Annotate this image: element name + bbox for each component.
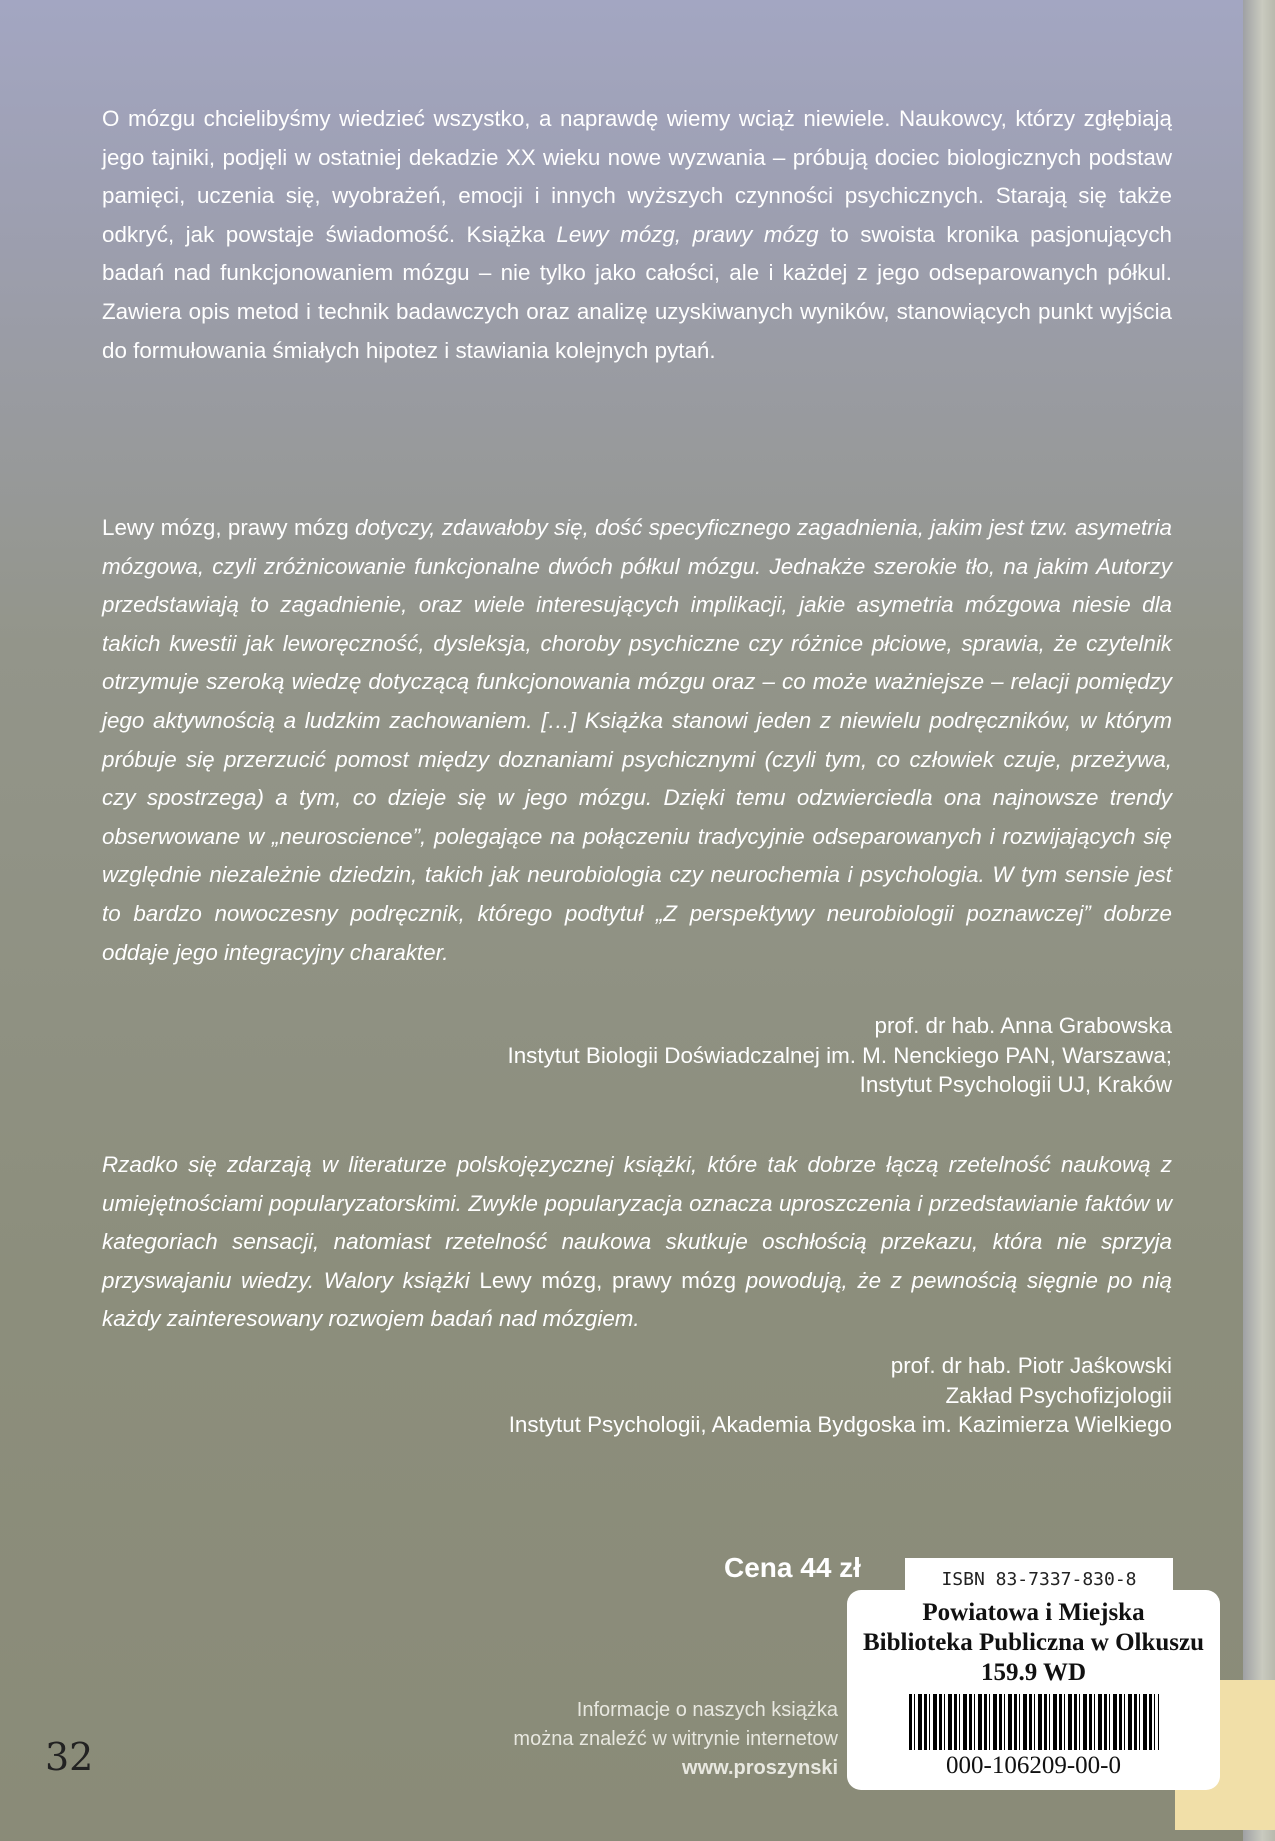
library-name: Biblioteka Publiczna w Olkuszu bbox=[862, 1629, 1205, 1656]
reviewer-affiliation: Instytut Biologii Doświadczalnej im. M. Nenckiego PAN, Warszawa; bbox=[507, 1042, 1172, 1068]
text: powodują, że z pewnością sięgnie po nią każdy zainteresowany rozwojem badań nad mózgiem. bbox=[102, 1267, 1172, 1332]
text: O mózgu chcielibyśmy wiedzieć wszystko, a naprawdę wiemy wciąż niewiele. Naukowcy, którzy zgłębiają jego tajniki, podjęli w ostatniej dekadzie XX wieku nowe wyzwania – próbują dociec biologicznych podstaw pamięci, uczenia się, wyobrażeń, emocji i innych wyższych czynności psychicznych. Starają się także odkryć, jak powstaje świadomość. Książka bbox=[102, 106, 1172, 247]
reviewer-affiliation: Instytut Psychologii UJ, Kraków bbox=[859, 1072, 1172, 1097]
reviewer-name: prof. dr hab. Piotr Jaśkowski bbox=[890, 1353, 1172, 1378]
review-attribution-2 bbox=[509, 1351, 1172, 1440]
text: to swoista kronika pasjonujących badań nad funkcjonowaniem mózgu – nie tylko jako całości, ale i każdej z jego odseparowanych półkul. Zawiera opis metod i technik badawczych oraz analizę uzyskiwanych wyników, stanowiących punkt wyjścia do formułowania śmiałych hipotez i stawiania kolejnych pytań. bbox=[102, 221, 1172, 363]
review-paragraph-1 bbox=[102, 509, 1172, 972]
publisher-info bbox=[440, 1696, 838, 1783]
text: Rzadko się zdarzają w literaturze polskojęzycznej książki, które tak dobrze łączą rzetelność naukową z umiejętnościami popularyzatorskimi. Zwykle popularyzacja oznacza uproszczenia i przedstawianie faktów w kategoriach sensacji, natomiast rzetelność naukowa skutkuje oschłością przekazu, która nie sprzyja przyswajaniu wiedzy. Walory książki bbox=[102, 1152, 1172, 1293]
book-title: Lewy mózg, prawy mózg bbox=[102, 515, 349, 540]
shelf-mark: 159.9 WD bbox=[980, 1659, 1087, 1686]
handwritten-number: 32 bbox=[45, 1735, 94, 1779]
reviewer-affiliation: Zakład Psychofizjologii bbox=[945, 1382, 1172, 1408]
barcode bbox=[909, 1694, 1159, 1750]
info-line: Informacje o naszych książka bbox=[576, 1699, 838, 1721]
book-title: Lewy mózg, prawy mózg bbox=[479, 1267, 737, 1293]
barcode-number: 000-106209-00-0 bbox=[946, 1752, 1121, 1779]
review-attribution-1 bbox=[508, 1011, 1173, 1100]
library-label bbox=[847, 1590, 1220, 1790]
isbn: ISBN 83-7337-830-8 bbox=[905, 1558, 1173, 1594]
reviewer-name: prof. dr hab. Anna Grabowska bbox=[874, 1013, 1172, 1038]
description-paragraph bbox=[102, 100, 1172, 370]
publisher-url: www.proszynski bbox=[682, 1757, 838, 1779]
reviewer-affiliation: Instytut Psychologii, Akademia Bydgoska im. Kazimierza Wielkiego bbox=[508, 1412, 1172, 1437]
library-name: Powiatowa i Miejska bbox=[922, 1599, 1145, 1626]
price: Cena 44 zł bbox=[724, 1552, 861, 1583]
text: dotyczy, zdawałoby się, dość specyficznego zagadnienia, jakim jest tzw. asymetria mózgowa, czyli zróżnicowanie funkcjonalne dwóch półkul mózgu. Jednakże szerokie tło, na jakim Autorzy przedstawiają to zagadnienie, oraz wiele interesujących implikacji, jakie asymetria mózgowa niesie dla takich kwestii jak leworęczność, dysleksja, choroby psychiczne czy różnice płciowe, sprawia, że czytelnik otrzymuje szeroką wiedzę dotyczącą funkcjonowania mózgu oraz – co może ważniejsze – relacji pomiędzy jego aktywnością a ludzkim zachowaniem. […] Książka stanowi jeden z niewielu podręczników, w którym próbuje się przerzucić pomost między doznaniami psychicznymi (czyli tym, co człowiek czuje, przeżywa, czy spostrzega) a tym, co dzieje się w jego mózgu. Dzięki temu odzwierciedla ona najnowsze trendy obserwowane w „neuroscience”, polegające na połączeniu tradycyjnie odseparowanych i rozwijających się względnie niezależnie dziedzin, takich jak neurobiologia czy neurochemia i psychologia. W tym sensie jest to bardzo nowoczesny podręcznik, którego podtytuł „Z perspektywy neurobiologii poznawczej” dobrze oddaje jego integracyjny charakter. bbox=[102, 515, 1172, 965]
book-spine-edge bbox=[1243, 0, 1275, 1841]
book-title: Lewy mózg, prawy mózg bbox=[556, 221, 819, 247]
info-line: można znaleźć w witrynie internetow bbox=[513, 1728, 838, 1750]
review-paragraph-2 bbox=[102, 1146, 1172, 1339]
